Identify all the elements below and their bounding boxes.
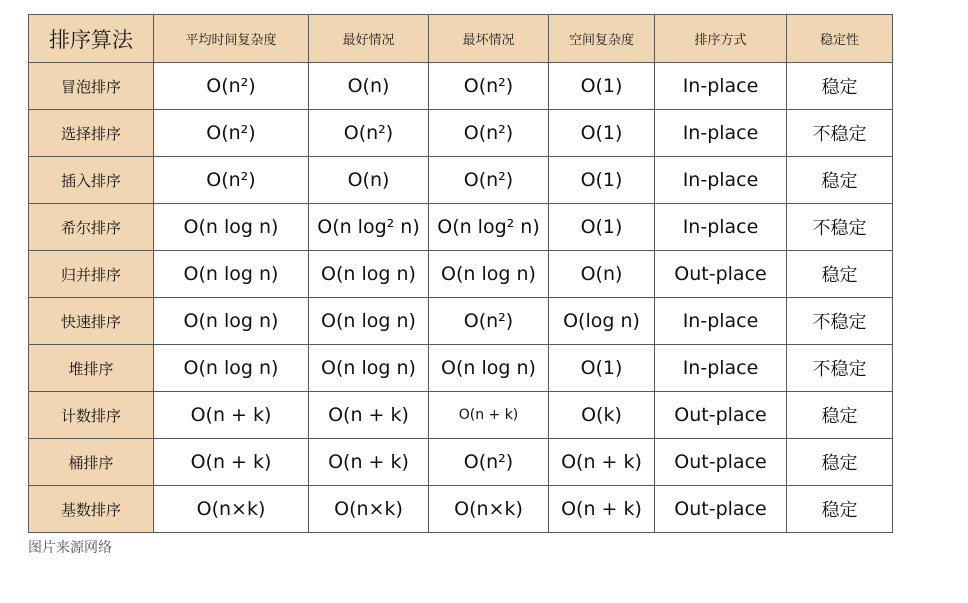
- worst-case: O(n²): [429, 110, 549, 157]
- best-case: O(n + k): [309, 392, 429, 439]
- table-header-row: [29, 15, 893, 63]
- algorithm-name: 堆排序: [29, 345, 154, 392]
- algorithm-name: 快速排序: [29, 298, 154, 345]
- header-stability: 稳定性: [787, 15, 893, 63]
- average-time: O(n log n): [154, 298, 309, 345]
- average-time: O(n²): [154, 110, 309, 157]
- average-time: O(n log n): [154, 251, 309, 298]
- table-row: [29, 345, 893, 392]
- stability: 不稳定: [787, 110, 893, 157]
- space-complexity: O(1): [549, 157, 655, 204]
- worst-case: O(n²): [429, 157, 549, 204]
- worst-case: O(n log n): [429, 251, 549, 298]
- space-complexity: O(1): [549, 110, 655, 157]
- header-algorithm: 排序算法: [29, 15, 154, 63]
- worst-case: O(n + k): [429, 392, 549, 439]
- sort-method: In-place: [655, 345, 787, 392]
- worst-case: O(n²): [429, 63, 549, 110]
- worst-case: O(n²): [429, 439, 549, 486]
- algorithm-name: 冒泡排序: [29, 63, 154, 110]
- table-row: [29, 157, 893, 204]
- algorithm-name: 插入排序: [29, 157, 154, 204]
- space-complexity: O(log n): [549, 298, 655, 345]
- table-row: [29, 392, 893, 439]
- average-time: O(n×k): [154, 486, 309, 533]
- sort-method: In-place: [655, 204, 787, 251]
- sort-method: In-place: [655, 298, 787, 345]
- algorithm-name: 桶排序: [29, 439, 154, 486]
- stability: 稳定: [787, 157, 893, 204]
- table-row: [29, 439, 893, 486]
- worst-case: O(n²): [429, 298, 549, 345]
- space-complexity: O(k): [549, 392, 655, 439]
- stability: 稳定: [787, 251, 893, 298]
- best-case: O(n log n): [309, 251, 429, 298]
- sort-method: Out-place: [655, 439, 787, 486]
- stability: 不稳定: [787, 345, 893, 392]
- stability: 稳定: [787, 392, 893, 439]
- sort-method: In-place: [655, 157, 787, 204]
- stability: 稳定: [787, 63, 893, 110]
- space-complexity: O(n): [549, 251, 655, 298]
- header-best-case: 最好情况: [309, 15, 429, 63]
- best-case: O(n×k): [309, 486, 429, 533]
- best-case: O(n log n): [309, 298, 429, 345]
- sort-method: Out-place: [655, 251, 787, 298]
- algorithm-name: 归并排序: [29, 251, 154, 298]
- space-complexity: O(1): [549, 63, 655, 110]
- algorithm-name: 计数排序: [29, 392, 154, 439]
- average-time: O(n log n): [154, 204, 309, 251]
- header-space: 空间复杂度: [549, 15, 655, 63]
- table-row: [29, 486, 893, 533]
- best-case: O(n²): [309, 110, 429, 157]
- caption-text: 图片来源网络: [28, 540, 112, 556]
- sort-method: Out-place: [655, 392, 787, 439]
- table-row: [29, 204, 893, 251]
- worst-case: O(n log n): [429, 345, 549, 392]
- algorithm-name: 基数排序: [29, 486, 154, 533]
- space-complexity: O(n + k): [549, 439, 655, 486]
- average-time: O(n²): [154, 157, 309, 204]
- header-worst-case: 最坏情况: [429, 15, 549, 63]
- space-complexity: O(n + k): [549, 486, 655, 533]
- table-row: [29, 298, 893, 345]
- average-time: O(n log n): [154, 345, 309, 392]
- worst-case: O(n log² n): [429, 204, 549, 251]
- sorting-complexity-table: [28, 14, 893, 533]
- sort-method: Out-place: [655, 486, 787, 533]
- best-case: O(n log n): [309, 345, 429, 392]
- header-average-time: 平均时间复杂度: [154, 15, 309, 63]
- sort-method: In-place: [655, 110, 787, 157]
- table-row: [29, 63, 893, 110]
- table-row: [29, 110, 893, 157]
- stability: 稳定: [787, 439, 893, 486]
- best-case: O(n + k): [309, 439, 429, 486]
- stability: 稳定: [787, 486, 893, 533]
- space-complexity: O(1): [549, 204, 655, 251]
- image-caption: [28, 540, 148, 556]
- algorithm-name: 选择排序: [29, 110, 154, 157]
- best-case: O(n): [309, 157, 429, 204]
- space-complexity: O(1): [549, 345, 655, 392]
- table-row: [29, 251, 893, 298]
- best-case: O(n): [309, 63, 429, 110]
- header-method: 排序方式: [655, 15, 787, 63]
- worst-case: O(n×k): [429, 486, 549, 533]
- average-time: O(n + k): [154, 392, 309, 439]
- average-time: O(n²): [154, 63, 309, 110]
- stability: 不稳定: [787, 204, 893, 251]
- sort-method: In-place: [655, 63, 787, 110]
- algorithm-name: 希尔排序: [29, 204, 154, 251]
- average-time: O(n + k): [154, 439, 309, 486]
- stability: 不稳定: [787, 298, 893, 345]
- best-case: O(n log² n): [309, 204, 429, 251]
